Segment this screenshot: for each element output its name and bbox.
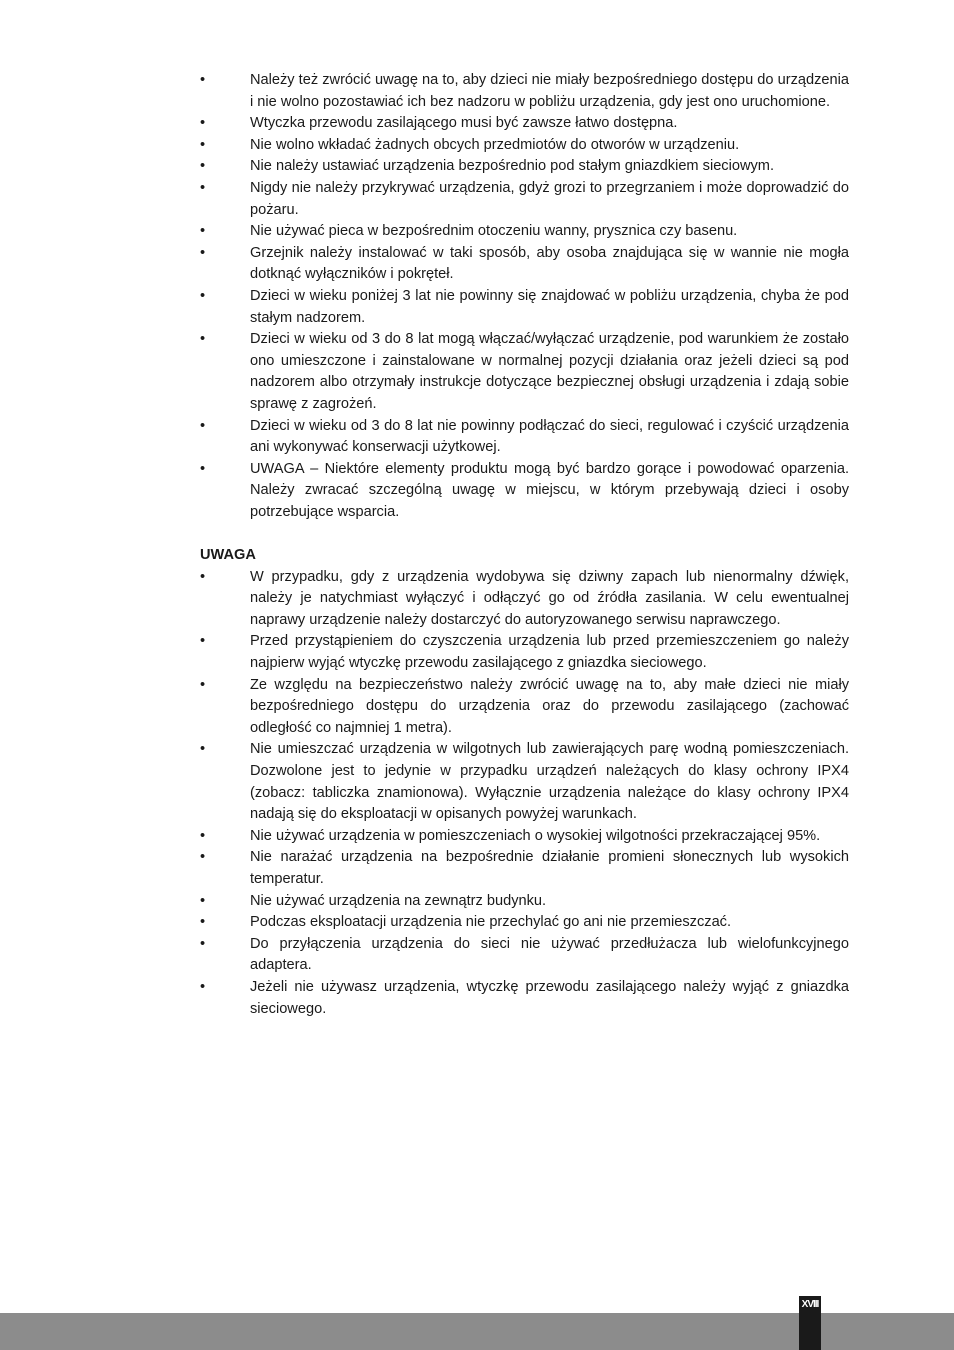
list-item-text: Nie należy ustawiać urządzenia bezpośrednio pod stałym gniazdkiem sieciowym. (250, 158, 775, 175)
safety-list-1 (200, 70, 849, 523)
list-item (200, 70, 849, 113)
list-item (200, 243, 849, 286)
list-item-text: Nie narażać urządzenia na bezpośrednie działanie promieni słonecznych lub wysokich temperatur. (250, 849, 849, 887)
bullet-icon: • (200, 827, 206, 844)
list-item-text: Dzieci w wieku od 3 do 8 lat mogą włączać/wyłączać urządzenie, pod warunkiem że zostało ono umieszczone i zainstalowane w normalnej pozycji działania oraz jeżeli dzieci są pod nadzorem albo otrzymały instrukcje dotyczące bezpiecznej obsługi urządzenia i zdają sobie sprawę z zagrożeń. (250, 331, 849, 412)
list-item-text: Nie wolno wkładać żadnych obcych przedmiotów do otworów w urządzeniu. (250, 136, 740, 153)
bullet-icon: • (200, 935, 206, 952)
list-item (200, 847, 849, 890)
list-item (200, 631, 849, 674)
bullet-icon: • (200, 676, 206, 693)
document-body (200, 70, 849, 1020)
list-item (200, 329, 849, 415)
list-item (200, 826, 849, 848)
bullet-icon: • (200, 223, 206, 240)
list-item (200, 912, 849, 934)
list-item (200, 135, 849, 157)
section-heading: UWAGA (200, 547, 256, 564)
list-item (200, 675, 849, 740)
list-item (200, 286, 849, 329)
safety-list-2 (200, 567, 849, 1020)
bullet-icon: • (200, 741, 206, 758)
list-item-text: Należy też zwrócić uwagę na to, aby dzieci nie miały bezpośredniego dostępu do urządzenia i nie wolno pozostawiać ich bez nadzoru w pobliżu urządzenia, gdy jest ono uruchomione. (250, 72, 849, 110)
list-item-text: Przed przystąpieniem do czyszczenia urządzenia lub przed przemieszczeniem go należy najpierw wyjąć wtyczkę przewodu zasilającego z gniazdka sieciowego. (250, 633, 849, 672)
page-number: XVIII (799, 1296, 821, 1350)
bullet-icon: • (200, 331, 206, 348)
bullet-icon: • (200, 568, 206, 585)
bullet-icon: • (200, 72, 206, 88)
bullet-icon: • (200, 179, 206, 196)
bullet-icon: • (200, 244, 206, 261)
list-item-text: Dzieci w wieku od 3 do 8 lat nie powinny podłączać do sieci, regulować i czyścić urządzenia ani wykonywać konserwacji użytkowej. (250, 417, 849, 456)
list-item-text: Nie umieszczać urządzenia w wilgotnych lub zawierających parę wodną pomieszczeniach. Dozwolone jest to jedynie w przypadku urządzeń należących do klasy ochrony IPX4 (zobacz: tabliczka znamionowa). Wyłącznie urządzenia należące do klasy ochrony IPX4 nadają się do eksploatacji w opisanych powyżej warunkach. (250, 741, 849, 823)
list-item (200, 891, 849, 913)
list-item (200, 934, 849, 977)
bullet-icon: • (200, 914, 206, 931)
bullet-icon: • (200, 417, 206, 434)
bullet-icon: • (200, 158, 206, 175)
list-item-text: Nie używać urządzenia na zewnątrz budynku. (250, 892, 547, 909)
list-item (200, 221, 849, 243)
bullet-icon: • (200, 849, 206, 866)
list-item-text: Nigdy nie należy przykrywać urządzenia, gdyż grozi to przegrzaniem i może doprowadzić do pożaru. (250, 179, 849, 218)
list-item-text: Wtyczka przewodu zasilającego musi być zawsze łatwo dostępna. (250, 115, 678, 132)
list-item (200, 113, 849, 135)
list-item-text: Podczas eksploatacji urządzenia nie przechylać go ani nie przemieszczać. (250, 914, 732, 931)
list-item (200, 739, 849, 825)
list-item-text: Grzejnik należy instalować w taki sposób, aby osoba znajdująca się w wannie nie mogła dotknąć wyłączników i pokręteł. (250, 244, 849, 283)
list-item (200, 567, 849, 632)
list-item (200, 156, 849, 178)
list-item-text: Jeżeli nie używasz urządzenia, wtyczkę przewodu zasilającego należy wyjąć z gniazdka sieciowego. (250, 978, 849, 1017)
bullet-icon: • (200, 136, 206, 153)
list-item (200, 178, 849, 221)
bullet-icon: • (200, 892, 206, 909)
list-item-text: Dzieci w wieku poniżej 3 lat nie powinny się znajdować w pobliżu urządzenia, chyba że pod stałym nadzorem. (250, 287, 849, 326)
list-item-text: Nie używać urządzenia w pomieszczeniach o wysokiej wilgotności przekraczającej 95%. (250, 827, 821, 844)
list-item-text: UWAGA – Niektóre elementy produktu mogą być bardzo gorące i powodować oparzenia. Należy zwracać szczególną uwagę w miejscu, w którym przebywają dzieci i osoby potrzebujące wsparcia. (250, 460, 849, 520)
list-item-text: Nie używać pieca w bezpośrednim otoczeniu wanny, prysznica czy basenu. (250, 223, 738, 240)
bullet-icon: • (200, 978, 206, 995)
bullet-icon: • (200, 287, 206, 304)
list-item (200, 459, 849, 524)
list-item-text: W przypadku, gdy z urządzenia wydobywa się dziwny zapach lub nienormalny dźwięk, należy je natychmiast wyłączyć i odłączyć go od źródła zasilania. W celu ewentualnej naprawy urządzenie należy dostarczyć do autoryzowanego serwisu naprawczego. (250, 568, 849, 628)
bullet-icon: • (200, 633, 206, 650)
list-item (200, 977, 849, 1020)
list-item (200, 416, 849, 459)
list-item-text: Do przyłączenia urządzenia do sieci nie używać przedłużacza lub wielofunkcyjnego adaptera. (250, 935, 849, 974)
list-item-text: Ze względu na bezpieczeństwo należy zwrócić uwagę na to, aby małe dzieci nie miały bezpośredniego dostępu do urządzenia oraz do przewodu zasilającego (zachować odległość co najmniej 1 metra). (250, 676, 849, 736)
bullet-icon: • (200, 460, 206, 477)
bullet-icon: • (200, 115, 206, 132)
